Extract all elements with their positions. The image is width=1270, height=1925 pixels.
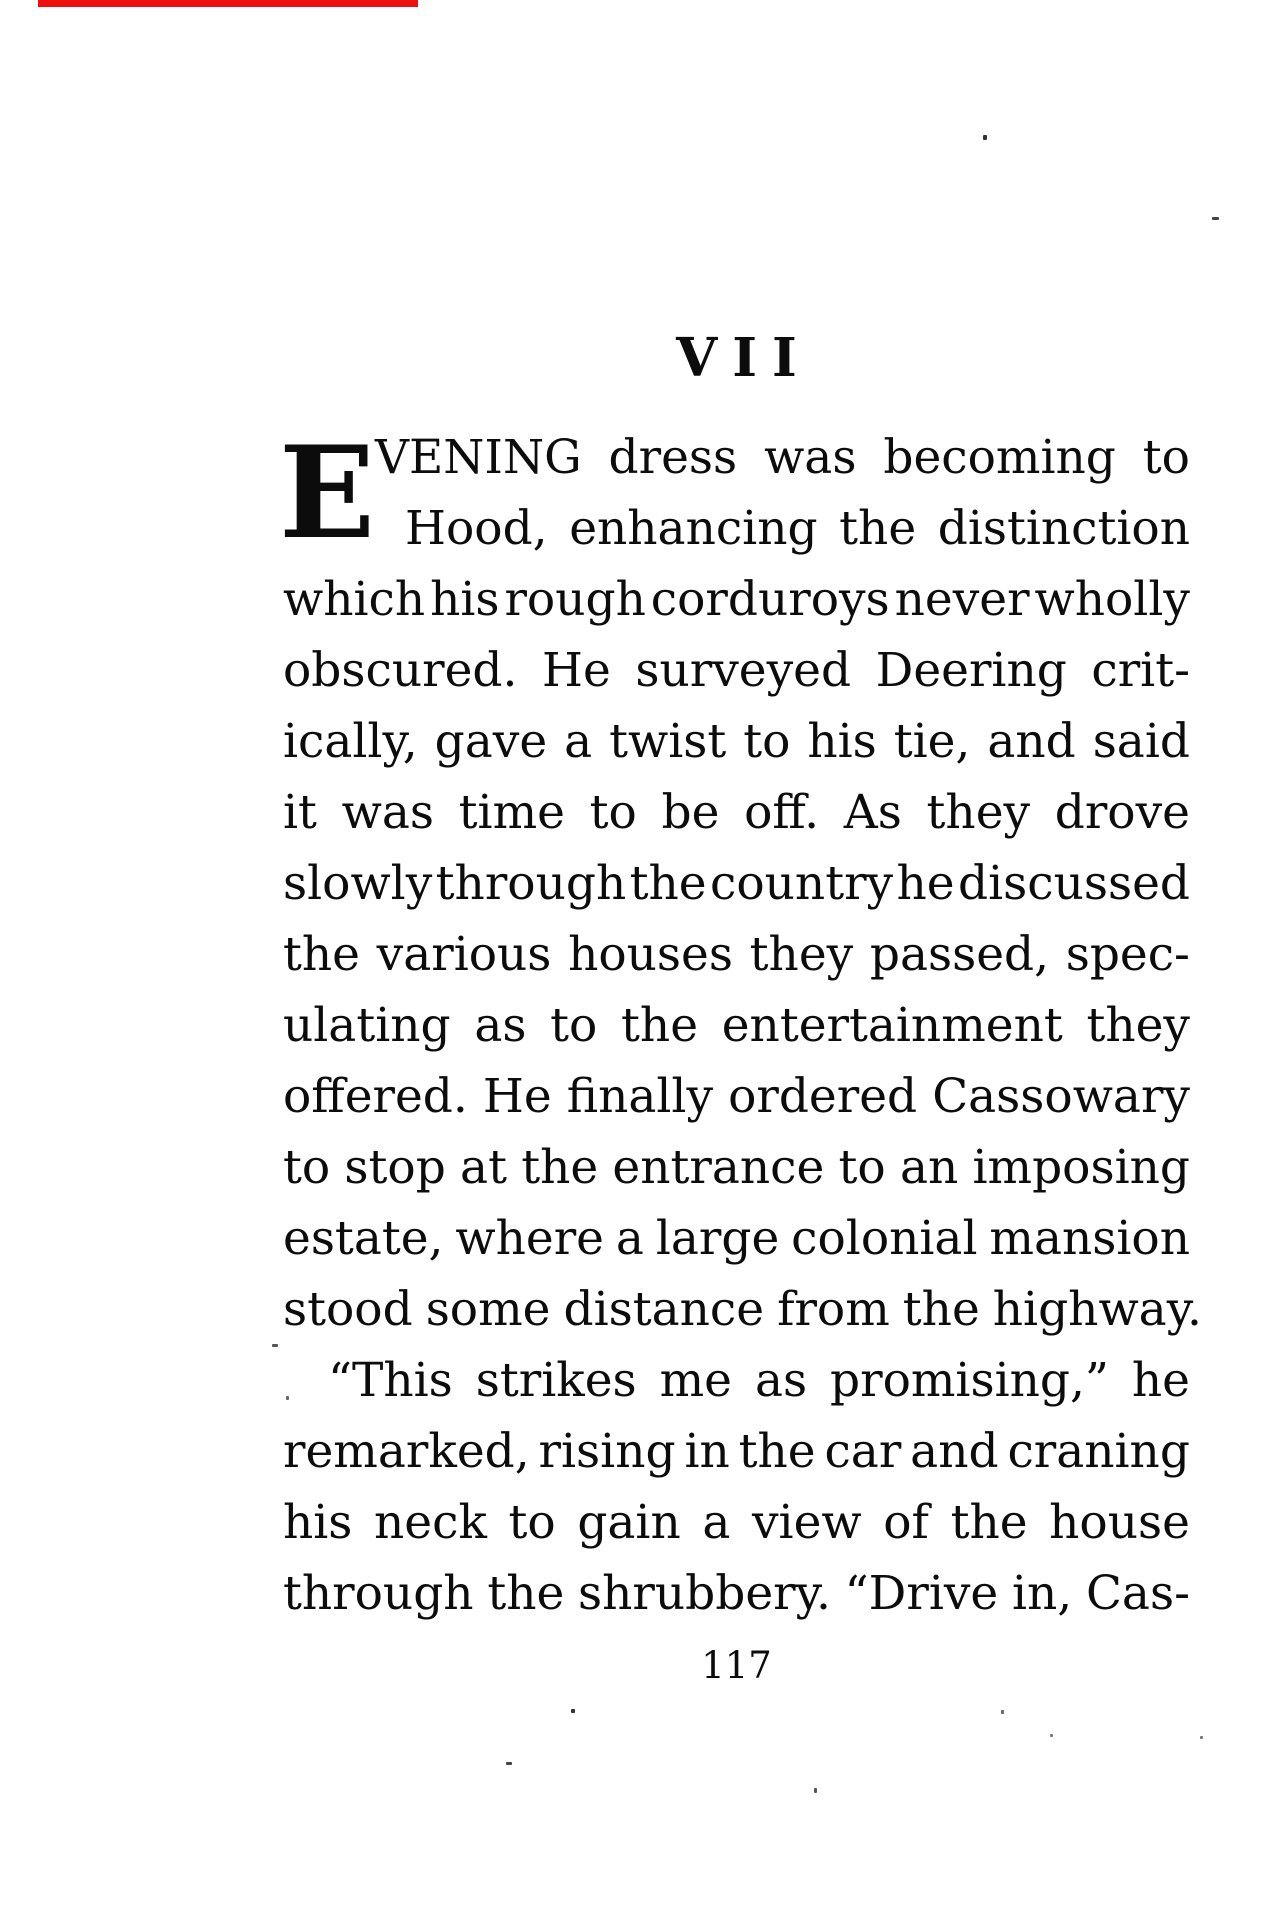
- word: stood: [283, 1282, 413, 1337]
- word: through: [435, 856, 627, 911]
- scan-speck-1: [983, 135, 987, 140]
- word: highway.: [992, 1282, 1202, 1337]
- word: the: [839, 501, 917, 556]
- word: his: [430, 572, 500, 627]
- word: crit-: [1091, 643, 1190, 698]
- word: the: [629, 856, 707, 911]
- word: said: [1092, 714, 1190, 769]
- word: to: [550, 998, 598, 1053]
- word: was: [341, 785, 434, 840]
- word: off.: [744, 785, 820, 840]
- word: car: [824, 1424, 902, 1479]
- word: estate,: [283, 1211, 444, 1266]
- word: rough: [504, 572, 646, 627]
- word: becoming: [883, 430, 1116, 485]
- word: “This: [328, 1353, 453, 1408]
- scan-speck-5: [571, 1709, 575, 1713]
- body-line-1: [283, 422, 1190, 493]
- word: the: [487, 1566, 565, 1621]
- body-text-block: [283, 422, 1202, 1629]
- word: discussed: [958, 856, 1190, 911]
- body-line-14: [283, 1345, 1190, 1416]
- word: was: [764, 430, 857, 485]
- word: it: [283, 785, 317, 840]
- word: where: [455, 1211, 604, 1266]
- word: shrubbery.: [578, 1566, 831, 1621]
- word: an: [899, 1140, 959, 1195]
- word: his: [807, 714, 877, 769]
- page-number: 117: [701, 1644, 772, 1687]
- word: twist: [609, 714, 727, 769]
- word: mansion: [989, 1211, 1190, 1266]
- word: ordered: [728, 1069, 918, 1124]
- body-line-5: [283, 706, 1190, 777]
- word: finally: [566, 1069, 714, 1124]
- word: to: [283, 1140, 331, 1195]
- word: he: [896, 856, 955, 911]
- word: through: [283, 1566, 474, 1621]
- chapter-heading: VII: [676, 327, 812, 389]
- word: a: [615, 1211, 644, 1266]
- word: distinction: [937, 501, 1190, 556]
- word: gain: [577, 1495, 681, 1550]
- scan-speck-9: [1050, 1734, 1053, 1737]
- word: and: [987, 714, 1076, 769]
- word: be: [661, 785, 720, 840]
- scan-speck-6: [506, 1762, 512, 1765]
- word: they: [926, 785, 1031, 840]
- word: in,: [1011, 1566, 1073, 1621]
- body-line-2: [283, 493, 1190, 564]
- word: houses: [568, 927, 733, 982]
- body-line-3: [283, 564, 1190, 635]
- word: a: [564, 714, 593, 769]
- word: large: [655, 1211, 780, 1266]
- word: tie,: [893, 714, 971, 769]
- word: the: [521, 1140, 599, 1195]
- word: rising: [538, 1424, 676, 1479]
- word: in: [684, 1424, 730, 1479]
- word: remarked,: [283, 1424, 530, 1479]
- scan-speck-3: [272, 1344, 278, 1347]
- word: the: [621, 998, 699, 1053]
- word: neck: [374, 1495, 487, 1550]
- word: country: [710, 856, 894, 911]
- body-line-7: [283, 848, 1190, 919]
- word: gave: [434, 714, 548, 769]
- word: strikes: [475, 1353, 637, 1408]
- word: Deering: [875, 643, 1067, 698]
- body-line-12: [283, 1203, 1190, 1274]
- word: wholly: [1034, 572, 1190, 627]
- word: offered.: [283, 1069, 468, 1124]
- word: of: [883, 1495, 929, 1550]
- word: Cas-: [1085, 1566, 1190, 1621]
- word: dress: [608, 430, 738, 485]
- word: VENING: [375, 430, 582, 485]
- word: a: [702, 1495, 731, 1550]
- word: colonial: [791, 1211, 978, 1266]
- body-line-17: [283, 1558, 1190, 1629]
- word: stop: [344, 1140, 446, 1195]
- word: imposing: [972, 1140, 1190, 1195]
- word: and: [910, 1424, 999, 1479]
- word: his: [283, 1495, 353, 1550]
- word: As: [843, 785, 902, 840]
- scan-speck-7: [814, 1788, 817, 1793]
- word: craning: [1007, 1424, 1190, 1479]
- word: slowly: [283, 856, 433, 911]
- word: Cassowary: [932, 1069, 1190, 1124]
- word: entrance: [612, 1140, 825, 1195]
- scan-speck-4: [286, 1396, 289, 1400]
- word: they: [749, 927, 854, 982]
- word: various: [376, 927, 552, 982]
- scan-speck-8: [1001, 1710, 1004, 1714]
- drop-cap-letter: E: [279, 419, 376, 567]
- word: to: [838, 1140, 886, 1195]
- word: distance: [563, 1282, 765, 1337]
- word: Hood,: [405, 501, 548, 556]
- word: time: [458, 785, 565, 840]
- word: the: [950, 1495, 1028, 1550]
- body-line-8: [283, 919, 1190, 990]
- word: they: [1086, 998, 1190, 1053]
- word: to: [743, 714, 791, 769]
- body-line-13: [283, 1274, 1202, 1345]
- word: enhancing: [569, 501, 818, 556]
- body-line-4: [283, 635, 1190, 706]
- scan-speck-10: [1200, 1736, 1203, 1739]
- body-line-16: [283, 1487, 1190, 1558]
- word: surveyed: [635, 643, 852, 698]
- word: to: [1142, 430, 1190, 485]
- word: “Drive: [844, 1566, 999, 1621]
- word: passed,: [869, 927, 1050, 982]
- word: promising,”: [830, 1353, 1109, 1408]
- word: as: [474, 998, 527, 1053]
- word: corduroys: [650, 572, 890, 627]
- word: ically,: [283, 714, 418, 769]
- red-annotation-line: [38, 0, 418, 7]
- word: to: [508, 1495, 556, 1550]
- word: as: [754, 1353, 808, 1408]
- word: some: [425, 1282, 551, 1337]
- word: drove: [1054, 785, 1190, 840]
- body-line-10: [283, 1061, 1190, 1132]
- word: spec-: [1065, 927, 1190, 982]
- word: house: [1049, 1495, 1190, 1550]
- word: entertainment: [721, 998, 1063, 1053]
- word: at: [460, 1140, 507, 1195]
- word: the: [283, 927, 360, 982]
- body-line-6: [283, 777, 1190, 848]
- word: never: [894, 572, 1030, 627]
- word: which: [283, 572, 426, 627]
- word: view: [752, 1495, 862, 1550]
- word: ulating: [283, 998, 451, 1053]
- word: he: [1131, 1353, 1190, 1408]
- scan-speck-2: [1212, 217, 1219, 220]
- word: to: [589, 785, 637, 840]
- body-line-15: [283, 1416, 1190, 1487]
- word: He: [541, 643, 611, 698]
- word: the: [738, 1424, 816, 1479]
- word: from: [777, 1282, 890, 1337]
- body-line-11: [283, 1132, 1190, 1203]
- word: the: [902, 1282, 980, 1337]
- body-line-9: [283, 990, 1190, 1061]
- word: He: [482, 1069, 552, 1124]
- word: me: [659, 1353, 732, 1408]
- word: obscured.: [283, 643, 518, 698]
